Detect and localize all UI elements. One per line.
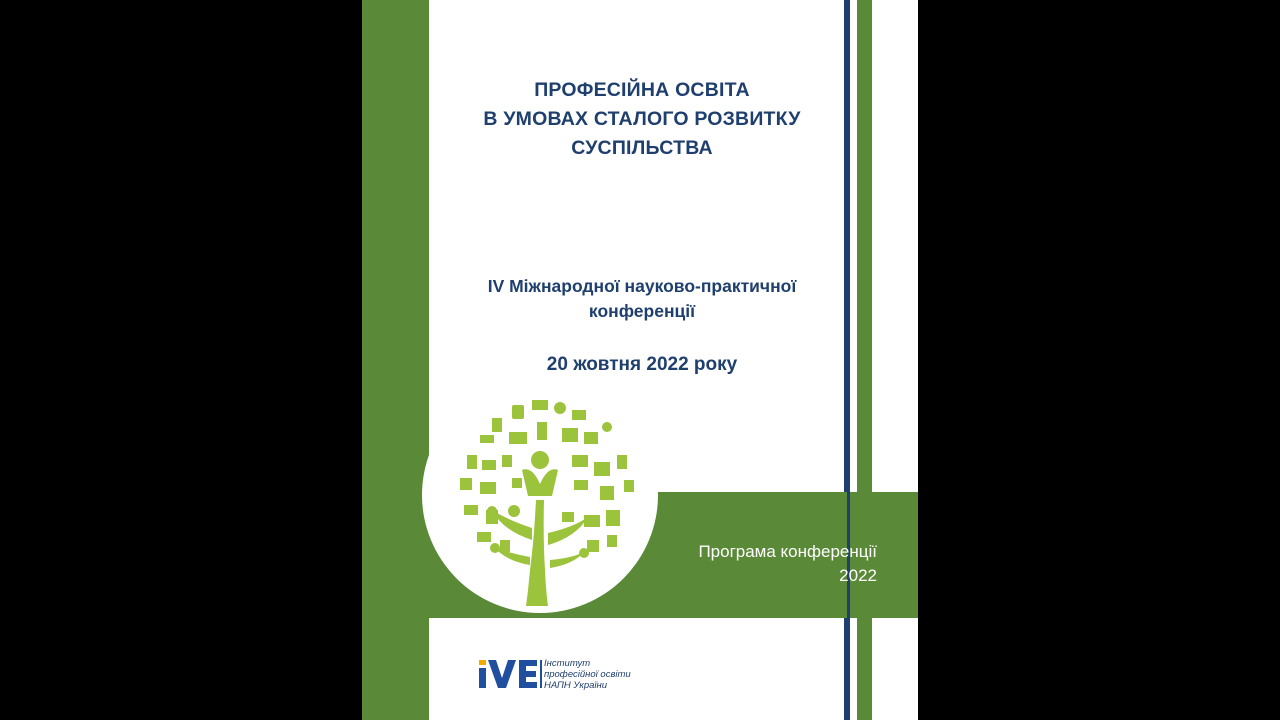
ive-text-line-1: Інститут [544,658,591,669]
ive-logo-mark [479,660,542,688]
title-line-3: СУСПІЛЬСТВА [571,137,713,159]
subtitle-line-2: конференції [588,301,696,321]
document-title [432,76,852,163]
subtitle-line-1: IV Міжнародної науково-практичної [487,276,797,296]
title-line-1: ПРОФЕСІЙНА ОСВІТА [534,79,750,101]
conference-subtitle [432,274,852,324]
stripe-green-right [857,0,872,492]
ive-logo-text [544,658,631,691]
program-label [698,540,877,588]
conference-date: 20 жовтня 2022 року [546,354,738,375]
program-line-1: Програма конференції [698,542,877,561]
cover-page [362,0,918,720]
ive-text-line-2: професійної освіти [544,669,631,680]
title-line-2: В УМОВАХ СТАЛОГО РОЗВИТКУ [483,108,801,130]
ive-text-line-3: НАПН України [544,680,608,691]
program-year: 2022 [839,566,877,585]
stripe-green-right-bottom [857,618,872,720]
